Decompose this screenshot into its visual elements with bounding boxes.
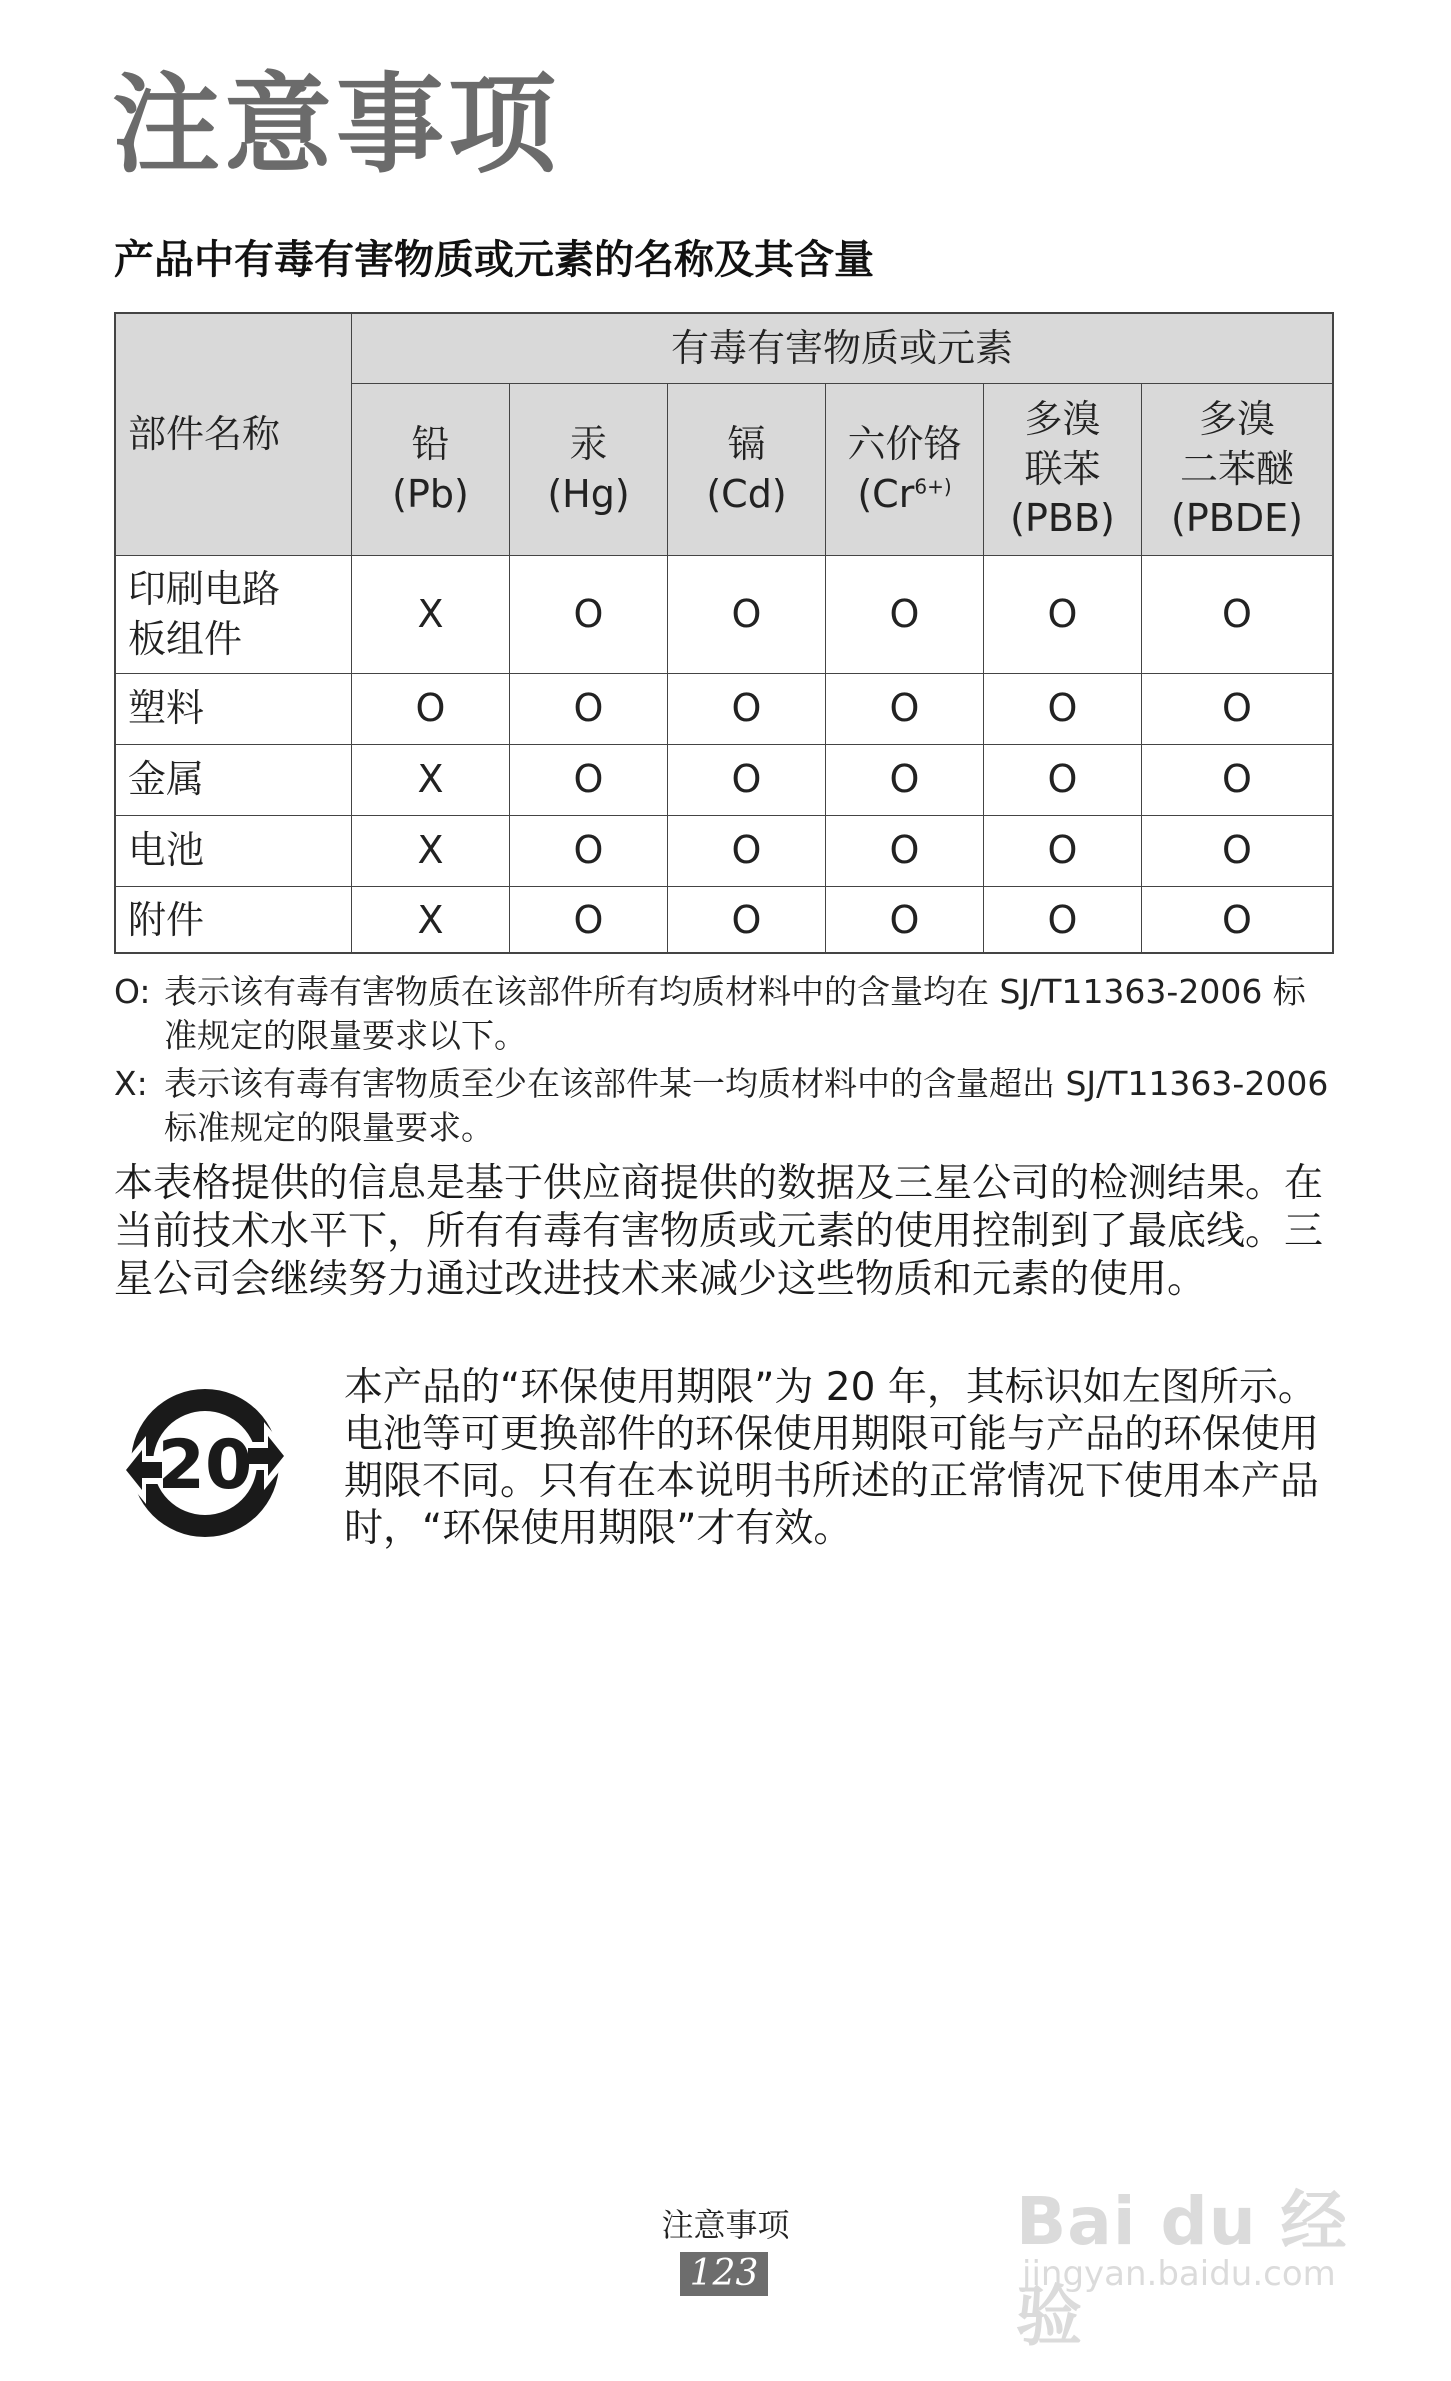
column-header-symbol: (Cr: [857, 471, 915, 516]
note-key: X:: [114, 1064, 148, 1103]
column-header-name: 多溴: [1198, 397, 1275, 442]
column-header-symbol-wrap: [857, 470, 951, 519]
note-o: [114, 970, 1334, 1058]
table-cell: X: [352, 887, 510, 954]
table-cell: O: [826, 674, 984, 745]
table-cell: O: [984, 745, 1142, 816]
table-cell: O: [826, 887, 984, 954]
column-header-name: 铅: [411, 422, 450, 467]
column-header-symbol: (Hg): [547, 471, 630, 516]
page-number: 123: [680, 2252, 768, 2296]
table-row-label: 电池: [116, 816, 352, 887]
column-header-symbol: (Cd): [706, 471, 787, 516]
notes: [114, 970, 1334, 1150]
table-cell: O: [668, 556, 826, 674]
table-cell: O: [984, 674, 1142, 745]
table-cell: O: [826, 745, 984, 816]
logo-number: 20: [157, 1426, 253, 1505]
table-cell: X: [352, 816, 510, 887]
table-cell: O: [668, 674, 826, 745]
column-header-name: 汞: [569, 422, 608, 467]
column-header-name: 多溴: [1024, 397, 1101, 442]
info-paragraph: 本表格提供的信息是基于供应商提供的数据及三星公司的检测结果。在当前技术水平下，所有有毒有害物质或元素的使用控制到了最底线。三星公司会继续努力通过改进技术来减少这些物质和元素的使用。: [114, 1161, 1324, 1302]
note-text: 表示该有毒有害物质至少在该部件某一均质材料中的含量超出 SJ/T11363-2006 标准规定的限量要求。: [164, 1064, 1329, 1147]
column-header-symbol: (Pb): [392, 471, 469, 516]
table-cell: O: [1142, 745, 1332, 816]
table-cell: X: [352, 556, 510, 674]
table-cell: O: [826, 816, 984, 887]
table-cell: O: [984, 816, 1142, 887]
table-cell: O: [668, 887, 826, 954]
table-cell: O: [510, 887, 668, 954]
table-cell: O: [1222, 897, 1252, 942]
table-cell: O: [984, 887, 1142, 954]
table-cell: O: [1142, 674, 1332, 745]
table-cell: O: [510, 745, 668, 816]
table-row-label: 塑料: [116, 674, 352, 745]
watermark-brand: Bai du 经验: [1016, 2183, 1348, 2355]
table-cell: O: [668, 745, 826, 816]
table-cell: O: [668, 816, 826, 887]
hazardous-substances-table: [114, 312, 1334, 954]
table-row-label: 印刷电路 板组件: [116, 556, 352, 674]
column-header: [352, 384, 510, 556]
section-subtitle: 产品中有毒有害物质或元素的名称及其含量: [114, 237, 874, 283]
column-header-symbol: (PBB): [1010, 496, 1115, 541]
page-title: 注意事项: [112, 63, 561, 188]
column-header-name: 二苯醚: [1179, 446, 1294, 491]
table-cell: O: [826, 556, 984, 674]
table-cell: X: [352, 745, 510, 816]
column-header-name: 六价铬: [847, 422, 962, 467]
table-cell: O: [510, 674, 668, 745]
column-header-name: 镉: [727, 422, 766, 467]
baidu-watermark: [1016, 2160, 1356, 2355]
table-row-label: 附件: [116, 887, 352, 954]
table-cell: O: [510, 816, 668, 887]
logo-description: 本产品的“环保使用期限”为 20 年，其标识如左图所示。电池等可更换部件的环保使用期限可能与产品的环保使用期限不同。只有在本说明书所述的正常情况下使用本产品时，“环保使用期限”才有效。: [344, 1365, 1320, 1551]
column-header-superscript: 6+): [914, 473, 952, 498]
substance-group-header: 有毒有害物质或元素: [352, 314, 1332, 384]
note-x: [114, 1062, 1334, 1150]
table-cell: O: [352, 674, 510, 745]
column-header: [1142, 384, 1332, 556]
table-cell: O: [984, 556, 1142, 674]
note-text: 表示该有毒有害物质在该部件所有均质材料中的含量均在 SJ/T11363-2006 标准规定的限量要求以下。: [164, 972, 1306, 1055]
column-header: [510, 384, 668, 556]
table-row-label: 金属: [116, 745, 352, 816]
column-header-name: 联苯: [1024, 446, 1101, 491]
table-cell: O: [1142, 816, 1332, 887]
column-header: [668, 384, 826, 556]
column-header: [984, 384, 1142, 556]
part-name-header: 部件名称: [116, 314, 352, 556]
column-header: [826, 384, 984, 556]
table-cell: O: [1142, 556, 1332, 674]
table-cell: O: [510, 556, 668, 674]
watermark-url: jingyan.baidu.com: [1022, 2254, 1336, 2294]
epup-recycle-icon: [112, 1370, 298, 1556]
footer-section-label: 注意事项: [661, 2206, 790, 2244]
column-header-symbol: (PBDE): [1171, 496, 1303, 541]
note-key: O:: [114, 972, 151, 1011]
